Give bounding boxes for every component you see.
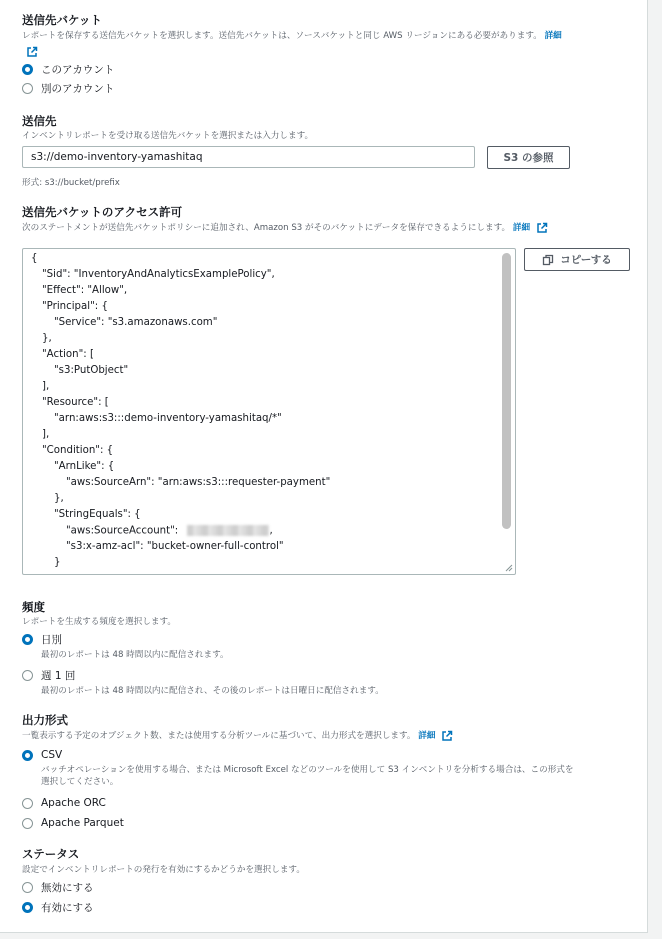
policy-line: "Sid": "InventoryAndAnalyticsExamplePolicy", [42,269,275,280]
policy-line: "s3:x-amz-acl": "bucket-owner-full-control" [66,541,284,552]
policy-line: }, [54,493,64,504]
policy-line: "Principal": { [42,301,108,312]
radio-apache-parquet[interactable]: Apache Parquet [22,816,124,830]
radio-daily[interactable]: 日別 [22,632,62,646]
destination-format-hint: 形式: s3://bucket/prefix [22,178,120,188]
status-title: ステータス [22,847,80,861]
policy-line: "ArnLike": { [54,461,115,472]
policy-line: "arn:aws:s3:::demo-inventory-yamashitaq/*" [54,413,282,424]
csv-description-line1: バッチオペレーションを使用する場合、または Microsoft Excel などのツールを使用して S3 インベントリを分析する場合は、この形式を [41,765,574,775]
output-format-description: 一覧表示する予定のオブジェクト数、または使用する分析ツールに基づいて、出力形式を選択します。 詳細 [22,729,453,742]
weekly-description: 最初のレポートは 48 時間以内に配信され、その後のレポートは日曜日に配信されます。 [41,686,384,696]
destination-title: 送信先 [22,114,57,128]
policy-line: "s3:PutObject" [54,365,129,376]
destination-input[interactable]: s3://demo-inventory-yamashitaq [22,146,475,168]
policy-line: { [31,253,38,264]
external-link-icon[interactable] [441,730,453,742]
policy-line: "Service": "s3.amazonaws.com" [54,317,218,328]
resize-handle-icon[interactable] [505,564,513,572]
output-format-title: 出力形式 [22,713,68,727]
destination-bucket-description: レポートを保存する送信先バケットを選択します。送信先バケットは、ソースバケットと同じ AWS リージョンにある必要があります。 詳細 [22,31,562,41]
frequency-description: レポートを生成する頻度を選択します。 [22,617,177,627]
radio-button[interactable] [22,83,33,94]
code-scrollbar-thumb[interactable] [502,253,511,529]
policy-line: ], [42,429,50,440]
radio-button[interactable] [22,670,33,681]
policy-line: "Effect": "Allow", [42,285,128,296]
access-permissions-title: 送信先バケットのアクセス許可 [22,205,183,219]
radio-other-account[interactable]: 別のアカウント [22,81,114,95]
radio-button-selected[interactable] [22,750,33,761]
access-permissions-description: 次のステートメントが送信先バケットポリシーに追加され、Amazon S3 がそのバケットにデータを保存できるようにします。 詳細 [22,221,548,234]
csv-description-line2: 選択してください。 [41,777,119,787]
frequency-title: 頻度 [22,600,45,614]
policy-line-source-account: "aws:SourceAccount": , [66,525,273,537]
radio-button-selected[interactable] [22,902,33,913]
radio-button[interactable] [22,818,33,829]
policy-line: } [54,557,61,568]
radio-enable[interactable]: 有効にする [22,900,94,914]
policy-line: "StringEquals": { [54,509,141,520]
daily-description: 最初のレポートは 48 時間以内に配信されます。 [41,650,229,660]
external-link-icon[interactable] [26,41,38,60]
destination-bucket-details-link[interactable]: 詳細 [544,31,562,41]
radio-csv[interactable]: CSV [22,748,62,762]
destination-description: インベントリレポートを受け取る送信先バケットを選択または入力します。 [22,131,314,141]
copy-button[interactable]: コピーする [524,248,630,271]
policy-line: "Action": [ [42,349,94,360]
browse-s3-button[interactable]: S3 の参照 [487,146,570,169]
radio-weekly[interactable]: 週 1 回 [22,668,75,682]
radio-button-selected[interactable] [22,634,33,645]
external-link-icon[interactable] [536,222,548,234]
policy-line: ], [42,381,50,392]
bucket-policy-code-block[interactable] [22,248,516,575]
policy-line: "aws:SourceArn": "arn:aws:s3:::requester-payment" [66,477,331,488]
radio-button[interactable] [22,798,33,809]
output-format-details-link[interactable]: 詳細 [418,731,436,741]
access-permissions-details-link[interactable]: 詳細 [512,223,531,233]
policy-line: }, [42,333,52,344]
radio-apache-orc[interactable]: Apache ORC [22,796,106,810]
status-description: 設定でインベントリレポートの発行を有効にするかどうかを選択します。 [22,865,305,875]
destination-bucket-title: 送信先バケット [22,13,102,27]
redacted-account-id [187,525,269,536]
policy-line: "Condition": { [42,445,114,456]
radio-button-selected[interactable] [22,64,33,75]
radio-button[interactable] [22,882,33,893]
radio-this-account[interactable]: このアカウント [22,62,114,76]
copy-icon [542,254,554,266]
radio-disable[interactable]: 無効にする [22,880,94,894]
code-scrollbar[interactable] [502,253,511,569]
policy-line: "Resource": [ [42,397,109,408]
